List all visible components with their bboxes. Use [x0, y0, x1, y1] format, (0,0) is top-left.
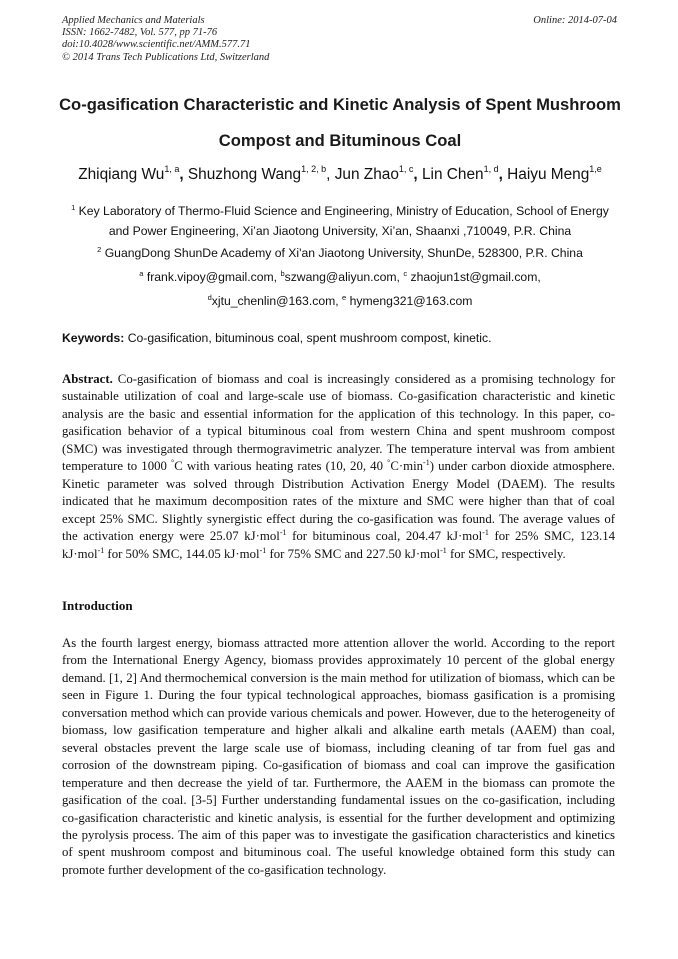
superscript: -1: [423, 458, 430, 468]
paper-title: Co-gasification Characteristic and Kinetic Analysis of Spent Mushroom Compost and Bituminous Coal: [59, 95, 621, 150]
superscript: -1: [440, 545, 447, 555]
email-line-2: [60, 291, 620, 311]
degree-symbol: °: [171, 458, 175, 468]
abstract-text: ) under carbon dioxide atmosphere. Kinetic parameter was solved through Distribution Activation Energy Model (DAEM). The results indicated that he maximum decomposition rates of the mixture and SMC were higher than that of coal except 25% SMC. Slightly synergistic effect during the co-gasification was found. The average values of the activation energy were 25.07 kJ·mol: [62, 459, 615, 544]
abstract-text: for 50% SMC, 144.05 kJ·mol: [104, 546, 260, 561]
abstract-label: Abstract.: [62, 372, 113, 386]
affiliation-1: [60, 201, 620, 241]
abstract-text: C with various heating rates (10, 20, 40: [174, 459, 383, 474]
journal-doi: doi:10.4028/www.scientific.net/AMM.577.71: [62, 39, 251, 51]
online-date: Online: 2014-07-04: [533, 15, 617, 26]
abstract-text: for 25% SMC, 123.14 kJ·mol: [62, 529, 616, 561]
section-heading-introduction: Introduction: [62, 598, 133, 613]
email-mark: a: [139, 269, 144, 278]
author-name: Zhiqiang Wu: [78, 166, 165, 183]
superscript: -1: [97, 545, 105, 555]
journal-name: Applied Mechanics and Materials: [62, 15, 205, 26]
keywords-label: Keywords:: [62, 331, 125, 345]
abstract-text: for bituminous coal, 204.47 kJ·mol: [286, 529, 483, 544]
affiliation-mark: 1: [71, 203, 76, 212]
abstract-text: for 75% SMC and 227.50 kJ·mol: [266, 546, 441, 561]
affiliation-text: Key Laboratory of Thermo-Fluid Science and Engineering, Ministry of Education, School of Energy and Power Engineering, Xi’an Jiaotong University, Xi’an, Shaanxi ,710049, P.R. China: [78, 204, 609, 238]
author-list: Zhiqiang Wu$^{1, a}$, Shuzhong Wang$^{1, 2, b}$, Jun Zhao$^{1, c}$, Lin Chen$^{1, d}$, Haiyu Meng$^{1,e}$: [78, 164, 602, 183]
degree-symbol: °: [387, 458, 391, 468]
affiliation-text: GuangDong ShunDe Academy of Xi'an Jiaotong University, ShunDe, 528300, P.R. China: [104, 246, 583, 260]
keywords: [62, 330, 617, 346]
email-mark: e: [342, 293, 347, 302]
email-line-1: [60, 267, 620, 287]
journal-issn: ISSN: 1662-7482, Vol. 577, pp 71-76: [62, 27, 218, 39]
journal-copyright: © 2014 Trans Tech Publications Ltd, Switzerland: [62, 51, 270, 63]
author-sup: 1, 2, b: [301, 164, 327, 174]
keywords-text: Co-gasification, bituminous coal, spent mushroom compost, kinetic.: [127, 331, 492, 345]
abstract: [62, 371, 615, 563]
superscript: -1: [482, 528, 489, 538]
email-address: hymeng321@163.com: [349, 294, 473, 308]
author-name: Lin Chen: [421, 166, 484, 183]
affiliation-2: [60, 243, 620, 263]
author-name: Jun Zhao: [334, 166, 399, 183]
author-sup: 1,e: [589, 164, 602, 174]
author-sup: 1, c: [398, 164, 414, 174]
introduction-paragraph: As the fourth largest energy, biomass attracted more attention allover the world. According to the report from the International Energy Agency, biomass provides approximately 10 percent of the global energy demand. [1, 2] And thermochemical conversion is the main method for utilization of biomass, which can be seen in Figure 1. During the four typical technological approaches, biomass gasification is a promising conversation method which can provide various chemicals and power. However, due to the heterogeneity of biomass, low gasification temperature and higher alkali and alkaline earth metals (AAEM) than coal, several obstacles prevent the large scale use of biomass, including cleaning of tar from fuel gas and corrosion of the downstream piping. Co-gasification of biomass and coal can improve the gasification temperature and then decrease the yield of tar. Furthermore, the AAEM in the biomass can promote the gasification of the coal. [3-5] Further understanding fundamental issues on the co-gasification, including co-gasification characteristic and kinetic analysis, is essential for the further development and optimizing the pyrolysis process. The aim of this paper was to investigate the gasification characteristics and kinetics of spent mushroom compost and bituminous coal. The useful knowledge obtained form this study can promote further development of the co-gasification technology.: [62, 636, 615, 877]
abstract-text: for SMC, respectively.: [446, 546, 566, 561]
author-name: Shuzhong Wang: [187, 166, 302, 183]
abstract-text: C·min: [390, 459, 424, 474]
affiliation-mark: 2: [97, 245, 102, 254]
email-address: frank.vipoy@gmail.com,: [146, 270, 278, 284]
author-sup: 1, d: [483, 164, 499, 174]
email-mark: d: [207, 293, 212, 302]
email-address: xjtu_chenlin@163.com,: [211, 294, 339, 308]
email-address: zhaojun1st@gmail.com,: [410, 270, 541, 284]
email-mark: b: [280, 269, 285, 278]
superscript: -1: [259, 545, 267, 555]
email-address: szwang@aliyun.com,: [284, 270, 400, 284]
journal-header: [62, 15, 617, 64]
abstract-text: Co-gasification of biomass and coal is increasingly considered as a promising technology for sustainable utilization of coal and large-scale use of biomass. Co-gasification characteristic and kinetic analysis are the basic and essential information for the application of this technology. In this paper, co-gasification behavior of a typical bituminous coal from western China and spent mushroom compost (SMC) was investigated through thermogravimetric analyzer. The temperature interval was from ambient temperature to 1000: [62, 372, 615, 474]
superscript: -1: [279, 528, 287, 538]
email-mark: c: [403, 269, 408, 278]
author-sup: 1, a: [164, 164, 180, 174]
author-name: Haiyu Meng: [507, 166, 590, 183]
